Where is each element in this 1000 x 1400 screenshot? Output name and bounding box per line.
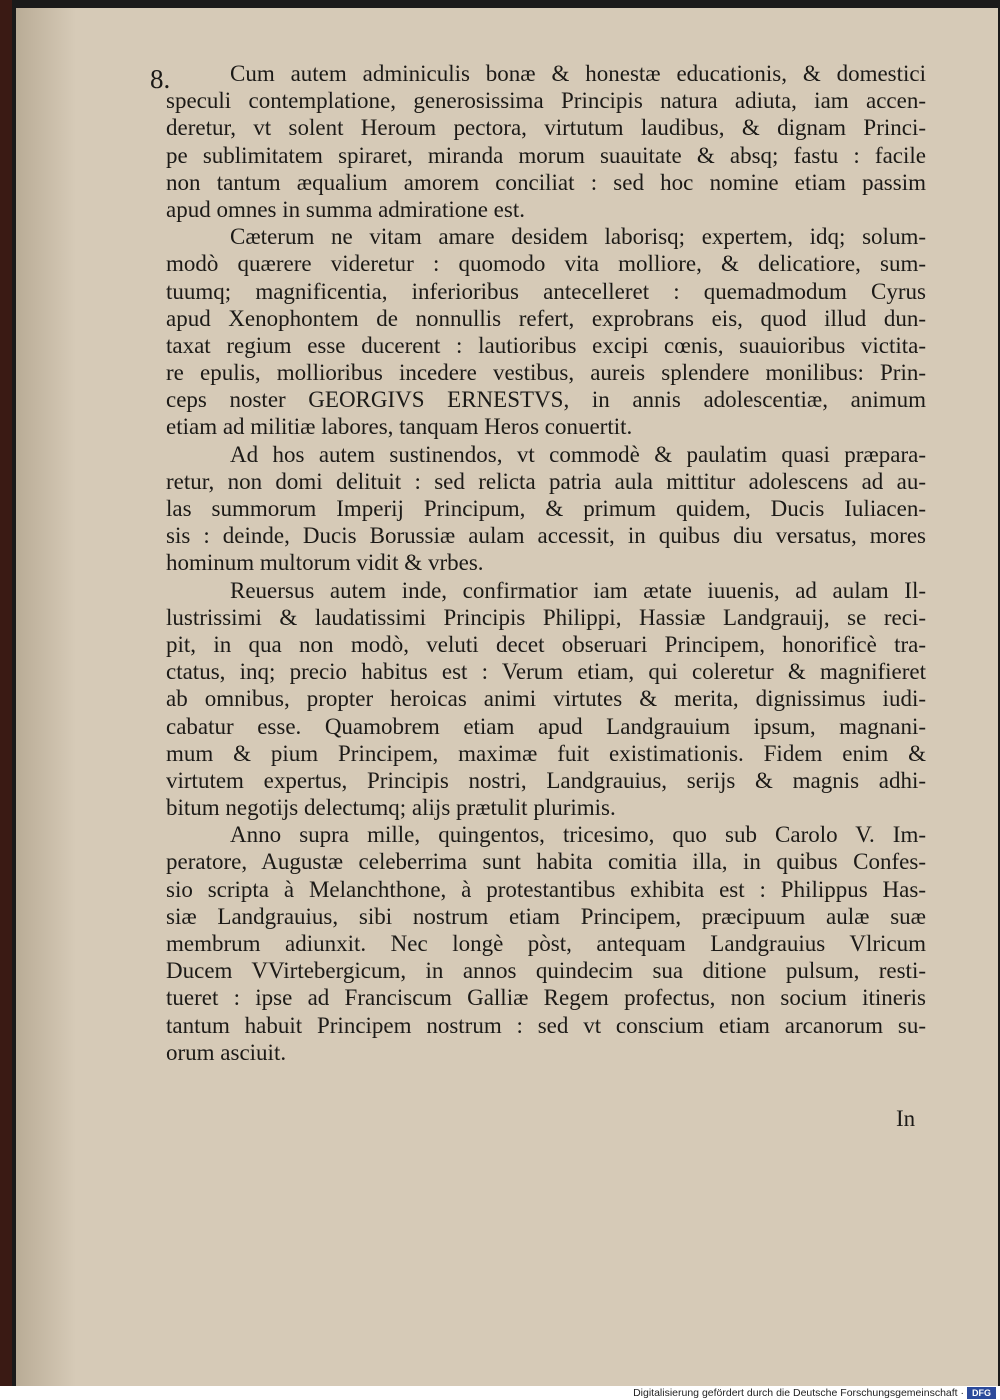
text-line: siæ Landgrauius, sibi nostrum etiam Principem, præcipuum aulæ suæ: [166, 903, 926, 929]
text-line: Anno supra mille, quingentos, tricesimo, quo sub Carolo V. Im-: [230, 822, 926, 848]
text-line: bitum negotijs delectumq; alijs prætulit plurimis.: [166, 795, 616, 821]
funding-notice: Digitalisierung gefördert durch die Deutsche Forschungsgemeinschaft ·: [633, 1387, 964, 1399]
text-line: ceps noster GEORGIVS ERNESTVS, in annis adolescentiæ, animum: [166, 387, 926, 413]
text-line: membrum adiunxit. Nec longè pòst, antequam Landgrauius Vlricum: [166, 931, 926, 956]
text-line: lustrissimi & laudatissimi Principis Philippi, Hassiæ Landgrauij, se reci-: [166, 604, 926, 630]
text-line: tueret : ipse ad Franciscum Galliæ Regem profectus, non socium itineris: [166, 985, 926, 1011]
text-line: Cæterum ne vitam amare desidem laborisq; expertem, idq; solum-: [230, 224, 926, 250]
text-line: tantum habuit Principem nostrum : sed vt conscium etiam arcanorum su-: [166, 1012, 926, 1038]
text-line: virtutem expertus, Principis nostri, Landgrauius, serijs & magnis adhi-: [166, 767, 926, 793]
text-line: apud Xenophontem de nonnullis refert, exprobrans eis, quod illud dun-: [166, 305, 926, 331]
footer-bar: [0, 1386, 1000, 1400]
text-line: Cum autem adminiculis bonæ & honestæ educationis, & domestici: [230, 61, 926, 86]
book-page: [16, 8, 998, 1386]
text-line: ctatus, inq; precio habitus est : Verum etiam, qui coleretur & magnifieret: [166, 659, 926, 685]
text-line: pit, in qua non modò, veluti decet obseruari Principem, honorificè tra-: [166, 631, 926, 657]
text-line: pe sublimitatem spiraret, miranda morum suauitate & absq; fastu : facile: [166, 142, 926, 168]
page-number: 8.: [150, 64, 171, 94]
text-line: retur, non domi delituit : sed relicta patria aula mittitur adolescens ad au-: [166, 468, 926, 494]
text-line: taxat regium esse ducerent : lautioribus excipi cœnis, suauioribus victita-: [166, 332, 926, 358]
text-line: etiam ad militiæ labores, tanquam Heros conuertit.: [166, 414, 633, 440]
text-line: deretur, vt solent Heroum pectora, virtutum laudibus, & dignam Princi-: [166, 115, 926, 141]
text-line: hominum multorum vidit & vrbes.: [166, 550, 484, 576]
text-line: las summorum Imperij Principum, & primum quidem, Ducis Iuliacen-: [166, 496, 926, 521]
text-line: Ad hos autem sustinendos, vt commodè & paulatim quasi præpara-: [230, 441, 926, 467]
text-line: speculi contemplatione, generosissima Principis natura adiuta, iam accen-: [166, 88, 926, 114]
binding-edge: [0, 0, 12, 1386]
text-line: modò quærere videretur : quomodo vita molliore, & delicatiore, sum-: [166, 251, 926, 277]
text-line: mum & pium Principem, maximæ fuit existimationis. Fidem enim &: [166, 740, 926, 766]
text-line: Ducem VVirtebergicum, in annos quindecim sua ditione pulsum, resti-: [166, 958, 926, 984]
text-line: cabatur esse. Quamobrem etiam apud Landgrauium ipsum, magnani-: [166, 713, 926, 739]
text-line: apud omnes in summa admiratione est.: [166, 196, 525, 222]
text-block: [166, 60, 926, 1066]
text-line: Reuersus autem inde, confirmatior iam ætate iuuenis, ad aulam Il-: [230, 577, 926, 603]
text-line: tuumq; magnificentia, inferioribus antecelleret : quemadmodum Cyrus: [166, 278, 926, 304]
catchword: In: [896, 1106, 916, 1131]
text-line: non tantum æqualium amorem conciliat : sed hoc nomine etiam passim: [166, 169, 926, 195]
page-shadow: [16, 8, 76, 1386]
text-line: ab omnibus, propter heroicas animi virtutes & merita, dignissimus iudi-: [166, 686, 926, 712]
text-line: sis : deinde, Ducis Borussiæ aulam accessit, in quibus diu versatus, mores: [166, 523, 926, 549]
dfg-logo: DFG: [967, 1387, 996, 1399]
text-line: orum asciuit.: [166, 1039, 287, 1065]
text-line: re epulis, mollioribus incedere vestibus, aureis splendere monilibus: Prin-: [166, 360, 926, 386]
text-line: peratore, Augustæ celeberrima sunt habita comitia illa, in quibus Confes-: [166, 849, 926, 875]
text-line: sio scripta à Melanchthone, à protestantibus exhibita est : Philippus Has-: [166, 876, 926, 902]
